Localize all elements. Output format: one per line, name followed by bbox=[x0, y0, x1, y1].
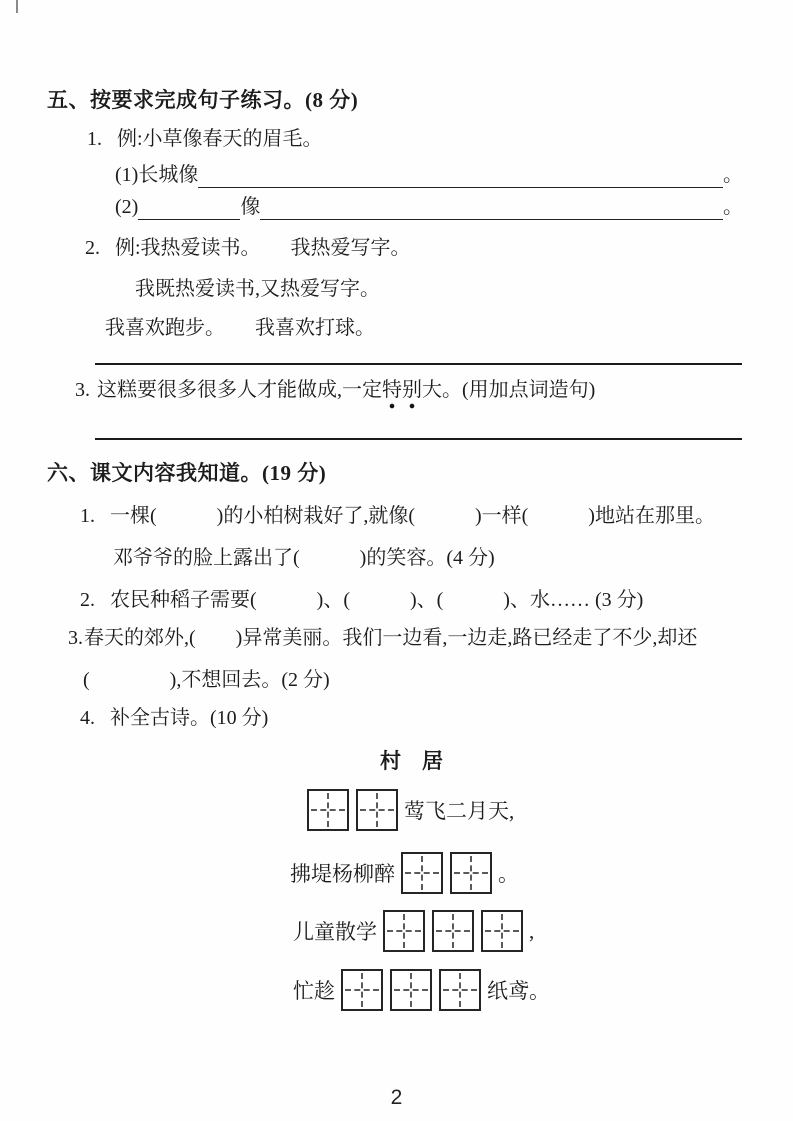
writing-grid-box bbox=[432, 910, 474, 952]
section-six-q1 bbox=[80, 504, 743, 529]
writing-grid-boxes bbox=[401, 852, 492, 894]
writing-grid-box bbox=[450, 852, 492, 894]
writing-grid-box bbox=[341, 969, 383, 1011]
writing-grid-box bbox=[439, 969, 481, 1011]
answer-blank-underline bbox=[198, 163, 723, 188]
q3-text-post: 大。(用加点词造句) bbox=[422, 379, 596, 401]
poem-title: 村 居 bbox=[380, 749, 443, 773]
writing-grid-box bbox=[401, 852, 443, 894]
section-five-q2 bbox=[85, 236, 743, 261]
answer-blank-underline bbox=[260, 195, 723, 220]
answer-blank-underline bbox=[138, 195, 240, 220]
q3-emphasized-word: 特别 bbox=[382, 379, 422, 409]
answer-line bbox=[95, 438, 742, 440]
section-five-q3 bbox=[75, 377, 743, 412]
section-six-q3 bbox=[68, 626, 743, 651]
q3-sentence bbox=[97, 377, 595, 412]
q1-example-sentence: 例:小草像春天的眉毛。 bbox=[117, 128, 323, 150]
poem-line-1-text: 莺飞二月天, bbox=[404, 799, 515, 823]
writing-grid-box bbox=[356, 789, 398, 831]
writing-grid-box bbox=[481, 910, 523, 952]
question-number: 2. bbox=[85, 237, 100, 259]
q4-instruction: 补全古诗。(10 分) bbox=[110, 707, 269, 729]
section-five-q1 bbox=[87, 127, 743, 152]
q2-fill-blank-text: 农民种稻子需要( )、( )、( )、水…… (3 分) bbox=[110, 589, 644, 611]
poem-line-3-text: 儿童散学 bbox=[293, 920, 377, 944]
question-number: 3. bbox=[75, 379, 90, 401]
question-number: 1. bbox=[87, 128, 102, 150]
poem-line-2-text: 拂堤杨柳醉 bbox=[290, 862, 395, 886]
poem-line-3-punctuation: , bbox=[529, 918, 535, 943]
question-number: 1. bbox=[80, 505, 95, 527]
writing-grid-boxes bbox=[307, 789, 398, 831]
q2-example-sentences: 例:我热爱读书。 我热爱写字。 bbox=[115, 237, 411, 259]
poem-line-3 bbox=[293, 910, 743, 952]
q3-fill-blank-line1: 春天的郊外,( )异常美丽。我们一边看,一边走,路已经走了不少,却还 bbox=[84, 627, 698, 649]
subitem-2-mid-text: 像 bbox=[240, 196, 261, 218]
subitem-2-number: (2) bbox=[115, 196, 139, 218]
question-number: 2. bbox=[80, 589, 95, 611]
q1-subitem-1 bbox=[115, 162, 743, 188]
writing-grid-box bbox=[307, 789, 349, 831]
scan-edge-mark bbox=[16, 0, 18, 13]
question-number: 3. bbox=[68, 627, 83, 649]
q3-text-pre: 这糕要很多很多人才能做成,一定 bbox=[97, 379, 382, 401]
poem-line-2-punctuation: 。 bbox=[498, 862, 519, 886]
writing-grid-box bbox=[390, 969, 432, 1011]
q1-fill-blank-line1: 一棵( )的小柏树栽好了,就像( )一样( )地站在那里。 bbox=[110, 505, 715, 527]
q3-fill-blank-line2: ( ),不想回去。(2 分) bbox=[83, 669, 330, 691]
subitem-2-period: 。 bbox=[723, 196, 743, 218]
page-number: 2 bbox=[390, 1086, 403, 1109]
section-six-q2 bbox=[80, 588, 743, 613]
section-five-heading: 五、按要求完成句子练习。(8 分) bbox=[47, 88, 359, 112]
q2-example-answer: 我既热爱读书,又热爱写字。 bbox=[135, 278, 380, 300]
section-six-q4 bbox=[80, 706, 743, 731]
q1-subitem-2 bbox=[115, 194, 743, 220]
q2-prompt-sentences: 我喜欢跑步。 我喜欢打球。 bbox=[105, 317, 375, 339]
section-six-heading: 六、课文内容我知道。(19 分) bbox=[47, 461, 327, 485]
poem-line-2 bbox=[290, 852, 743, 894]
poem-line-4-text: 忙趁 bbox=[293, 979, 335, 1003]
subitem-1-prefix: (1)长城像 bbox=[115, 164, 199, 186]
poem-line-4-end-text: 纸鸢。 bbox=[487, 979, 550, 1003]
subitem-1-period: 。 bbox=[723, 164, 743, 186]
writing-grid-boxes bbox=[341, 969, 481, 1011]
writing-grid-boxes bbox=[383, 910, 523, 952]
poem-line-4 bbox=[293, 969, 743, 1011]
question-number: 4. bbox=[80, 707, 95, 729]
answer-line bbox=[95, 363, 742, 365]
writing-grid-box bbox=[383, 910, 425, 952]
poem-line-1 bbox=[307, 789, 743, 831]
q1-fill-blank-line2: 邓爷爷的脸上露出了( )的笑容。(4 分) bbox=[113, 547, 495, 569]
